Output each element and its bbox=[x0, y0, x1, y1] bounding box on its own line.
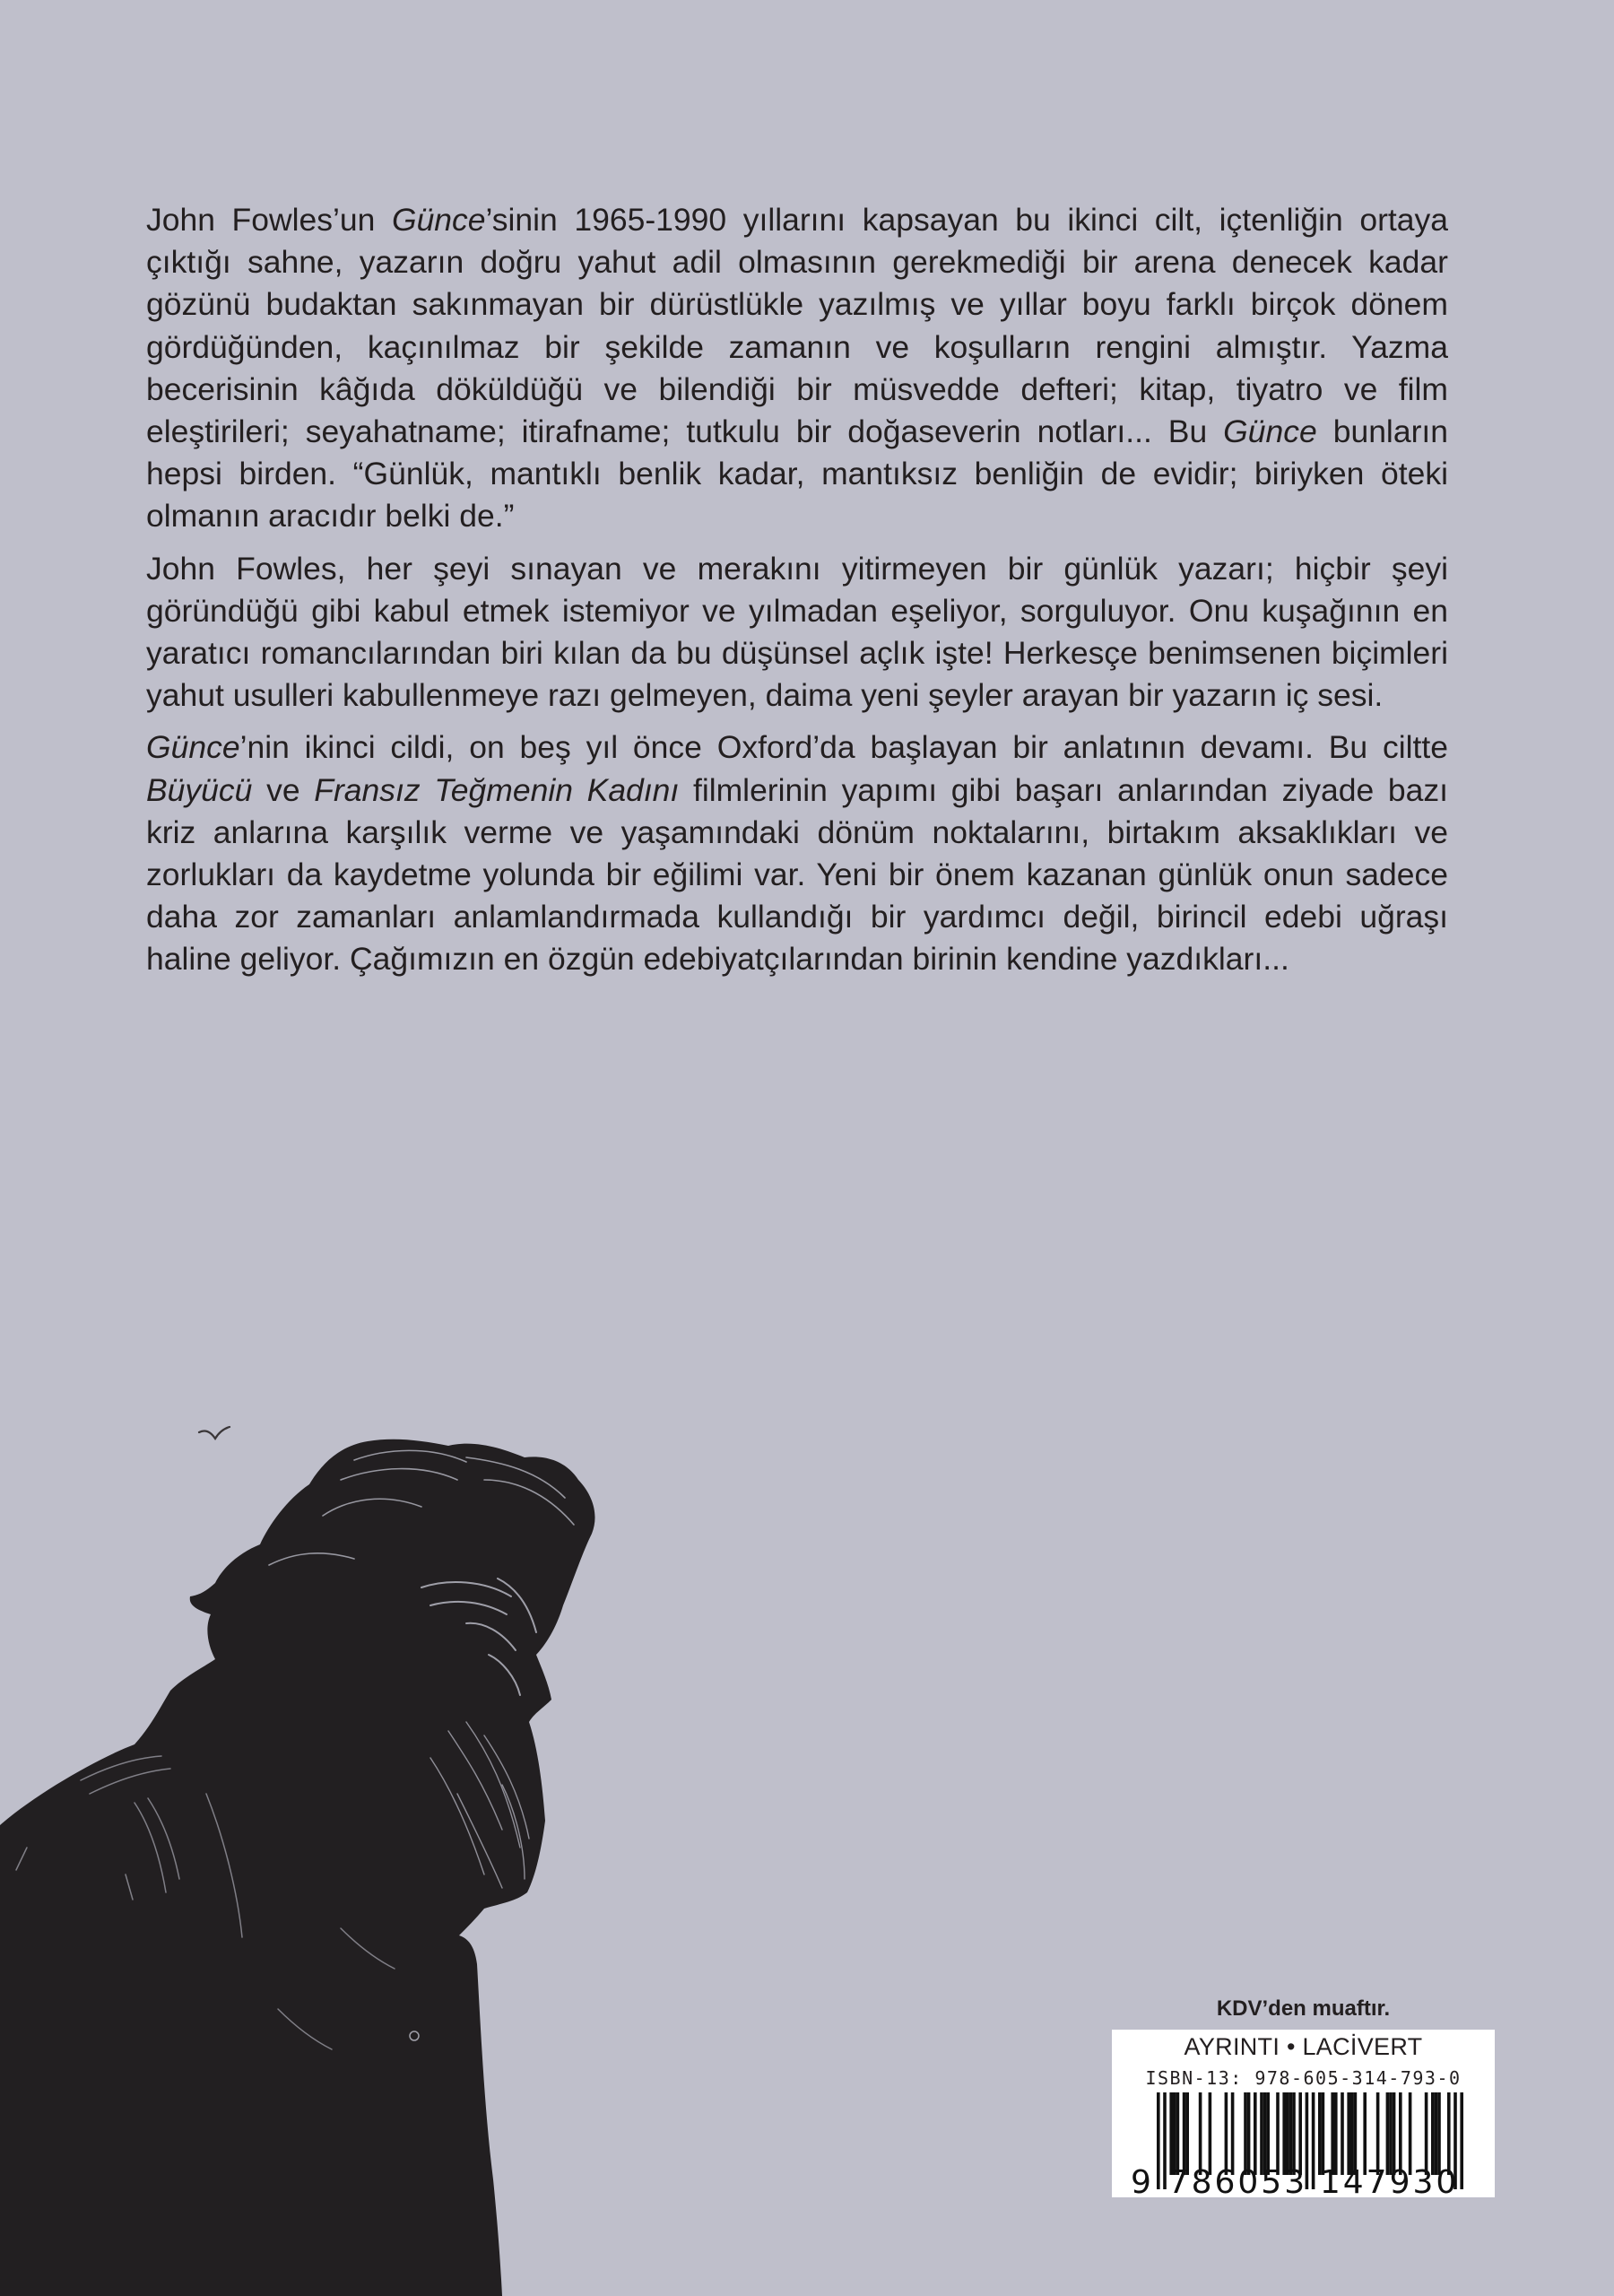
barcode-digits: 9 bbox=[1131, 2164, 1154, 2197]
italic-title: Günce bbox=[1223, 413, 1317, 450]
text-segment: John Fowles, her şeyi sınayan ve merakını yitirmeyen bir günlük yazarı; hiçbir şeyi göründüğü gibi kabul etmek istemiyor ve yılmadan eşeliyor, sorguluyor. Onu kuşağının en yaratıcı romancılarından biri kılan da bu düşünsel açlık işte! Herkesçe benimsenen biçimleri yahut usulleri kabullenmeye razı gelmeyen, daima yeni şeyler arayan bir yazarın iç sesi. bbox=[146, 550, 1448, 714]
isbn-barcode-box bbox=[1112, 2030, 1495, 2197]
text-segment: ’sinin 1965-1990 yıllarını kapsayan bu ikinci cilt, içtenliğin ortaya çıktığı sahne, yazarın doğru yahut adil olmasının gerekmediği bir arena denecek kadar gözünü budaktan sakınmayan bir dürüstlükle yazılmış ve yıllar boyu farklı birçok dönem gördüğünden, kaçınılmaz bir şekilde zamanın ve koşulların rengini almıştır. Yazma becerisinin kâğıda döküldüğü ve bilendiği bir müsvedde defteri; kitap, tiyatro ve film eleştirileri; seyahatname; itirafname; tutkulu bir doğaseverin notları... Bu bbox=[146, 202, 1448, 450]
barcode-digits: 147930 bbox=[1319, 2164, 1460, 2197]
text-segment: ’nin ikinci cildi, on beş yıl önce Oxford’da başlayan bir anlatının devamı. Bu ciltte bbox=[239, 729, 1448, 766]
text-segment: filmlerinin yapımı gibi başarı anlarından ziyade bazı kriz anlarına karşılık verme ve yaşamındaki dönüm noktalarını, birtakım aksaklıkları ve zorlukları da kaydetme yolunda bir eğilimi var. Yeni bir önem kazanan günlük onun sadece daha zor zamanları anlamlandırmada kullandığı bir yardımcı değil, birincil edebi uğraşı haline geliyor. Çağımızın en özgün edebiyatçılarından birinin kendine yazdıkları... bbox=[146, 771, 1448, 978]
tax-exempt-note: KDV’den muaftır. bbox=[1216, 1996, 1391, 2021]
text-segment: John Fowles’un bbox=[146, 202, 392, 238]
publisher-imprint: AYRINTI • LACİVERT bbox=[1184, 2033, 1423, 2060]
blurb-paragraph-1 bbox=[146, 199, 1448, 538]
text-segment: bunların hepsi birden. “Günlük, mantıklı benlik kadar, mantıksız benliğin de evidir; biriyken öteki olmanın aracıdır belki de.” bbox=[146, 413, 1448, 535]
figure-silhouette bbox=[0, 1439, 595, 2296]
back-cover-blurb bbox=[146, 199, 1448, 991]
italic-title: Fransız Teğmenin Kadını bbox=[314, 771, 680, 808]
bird-icon bbox=[199, 1427, 230, 1439]
blurb-paragraph-2 bbox=[146, 548, 1448, 718]
ean13-barcode bbox=[1112, 2030, 1495, 2197]
author-portrait-illustration bbox=[0, 1399, 646, 2296]
italic-title: Günce bbox=[391, 202, 486, 238]
italic-title: Büyücü bbox=[146, 771, 253, 808]
blurb-paragraph-3 bbox=[146, 726, 1448, 980]
italic-title: Günce bbox=[146, 729, 240, 766]
text-segment: ve bbox=[252, 771, 315, 808]
barcode-digits: 786053 bbox=[1167, 2164, 1308, 2197]
isbn-label: ISBN-13: 978-605-314-793-0 bbox=[1145, 2067, 1462, 2089]
